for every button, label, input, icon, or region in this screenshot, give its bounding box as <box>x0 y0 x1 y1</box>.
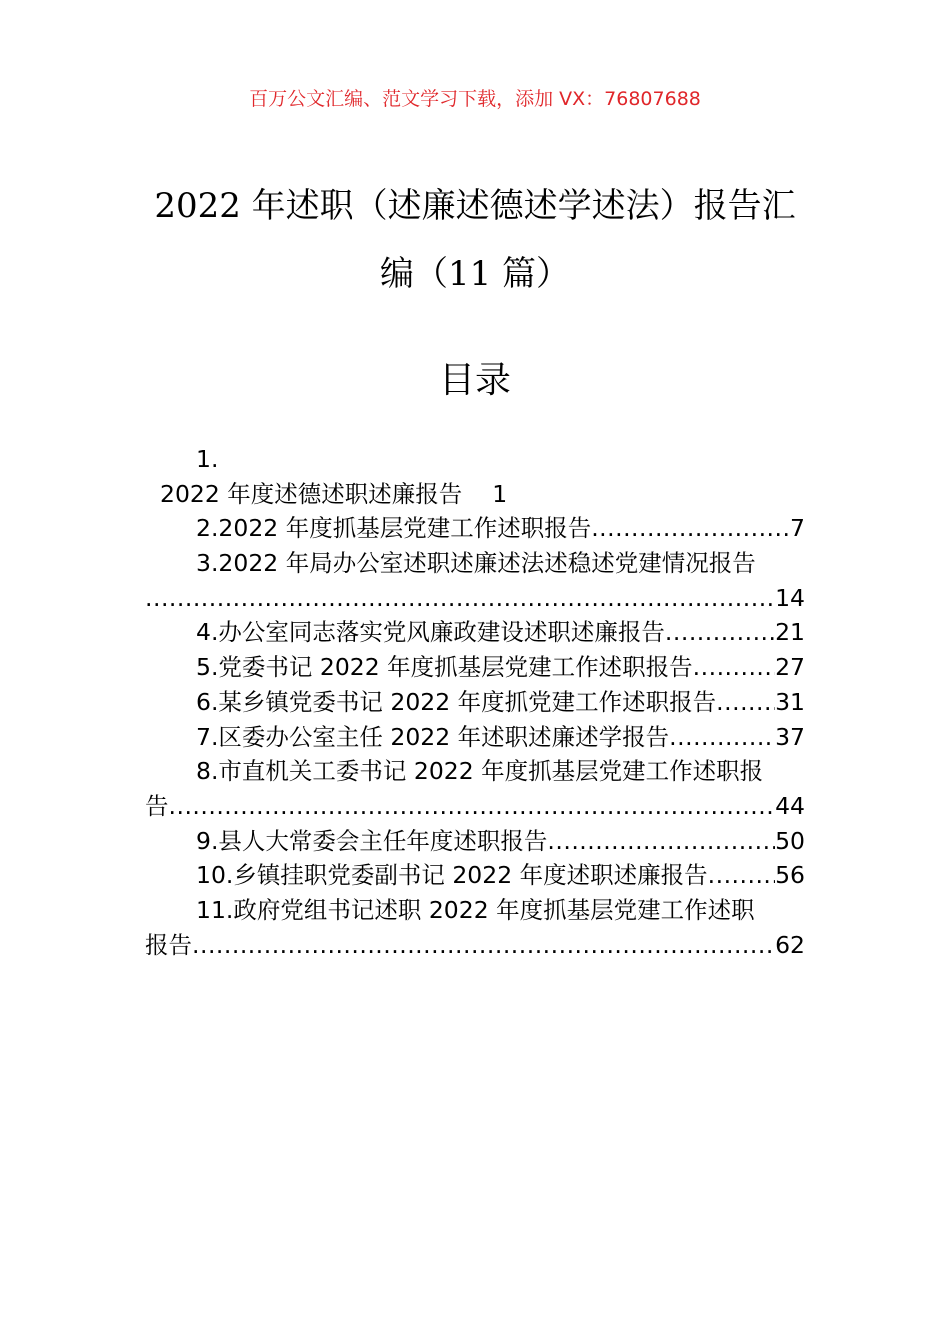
toc-entry-title: 2022 年度述德述职述廉报告 <box>160 479 463 508</box>
dot-leader <box>708 858 775 893</box>
toc-entry-page: 44 <box>775 791 805 820</box>
toc-entry-page: 50 <box>775 826 805 855</box>
toc-entry-title: 11.政府党组书记述职 2022 年度抓基层党建工作述职 <box>196 895 755 924</box>
toc-entry-11-line1[interactable] <box>145 893 805 928</box>
document-title-line2: 编（11 篇） <box>379 254 571 294</box>
toc-entry-title: 6.某乡镇党委书记 2022 年度抓党建工作述职报告 <box>196 687 717 716</box>
toc-entry-number: 1. <box>196 445 219 473</box>
toc-entry-title: 3.2022 年局办公室述职述廉述法述稳述党建情况报告 <box>196 549 756 578</box>
watermark-contact: 百万公文汇编、范文学习下载，添加 VX：76807688 <box>249 88 701 110</box>
toc-entry-page: 62 <box>775 930 805 959</box>
toc-entry-title: 10.乡镇挂职党委副书记 2022 年度述职述廉报告 <box>196 861 708 890</box>
toc-entry-page: 27 <box>775 653 805 682</box>
toc-entry-title: 7.区委办公室主任 2022 年述职述廉述学报告 <box>196 722 670 751</box>
toc-entry-title: 4.办公室同志落实党风廉政建设述职述廉报告 <box>196 618 665 647</box>
dot-leader <box>693 650 775 685</box>
toc-entry-page: 7 <box>790 514 805 543</box>
toc-heading: 目录 <box>438 360 511 401</box>
toc-entry-page: 1 <box>492 479 508 508</box>
toc-entry-4[interactable] <box>145 615 805 650</box>
toc-entry-7[interactable] <box>145 720 805 755</box>
toc-entry-8-line2[interactable] <box>145 789 805 824</box>
toc-entry-page: 14 <box>775 583 805 612</box>
toc-entry-title: 9.县人大常委会主任年度述职报告 <box>196 826 548 855</box>
toc-entry-title: 8.市直机关工委书记 2022 年度抓基层党建工作述职报 <box>196 757 764 786</box>
toc-entry-title-cont: 告 <box>145 791 169 820</box>
dot-leader <box>145 581 775 616</box>
toc-entry-9[interactable] <box>145 824 805 859</box>
toc-entry-3-line2[interactable] <box>145 581 805 616</box>
toc-entry-11-line2[interactable] <box>145 928 805 963</box>
toc-entry-5[interactable] <box>145 650 805 685</box>
toc-entry-10[interactable] <box>145 858 805 893</box>
dot-leader <box>665 615 775 650</box>
toc-entry-page: 56 <box>775 861 805 890</box>
toc-entry-title-cont: 报告 <box>145 930 192 959</box>
toc-entry-1-line1[interactable] <box>145 442 805 477</box>
toc-entry-1-line2[interactable] <box>145 477 805 512</box>
toc-entry-8-line1[interactable] <box>145 754 805 789</box>
dot-leader <box>547 824 775 859</box>
document-title-line1: 2022 年述职（述廉述德述学述法）报告汇 <box>154 186 796 226</box>
table-of-contents <box>145 442 805 962</box>
toc-entry-page: 37 <box>775 722 805 751</box>
dot-leader <box>716 685 775 720</box>
toc-entry-title: 5.党委书记 2022 年度抓基层党建工作述职报告 <box>196 653 693 682</box>
dot-leader <box>669 720 775 755</box>
toc-entry-2[interactable] <box>145 511 805 546</box>
dot-leader <box>591 511 790 546</box>
dot-leader <box>169 789 776 824</box>
toc-entry-title: 2.2022 年度抓基层党建工作述职报告 <box>196 514 592 543</box>
toc-entry-6[interactable] <box>145 685 805 720</box>
toc-entry-page: 31 <box>775 687 805 716</box>
dot-leader <box>192 928 775 963</box>
toc-entry-3-line1[interactable] <box>145 546 805 581</box>
toc-entry-page: 21 <box>775 618 805 647</box>
